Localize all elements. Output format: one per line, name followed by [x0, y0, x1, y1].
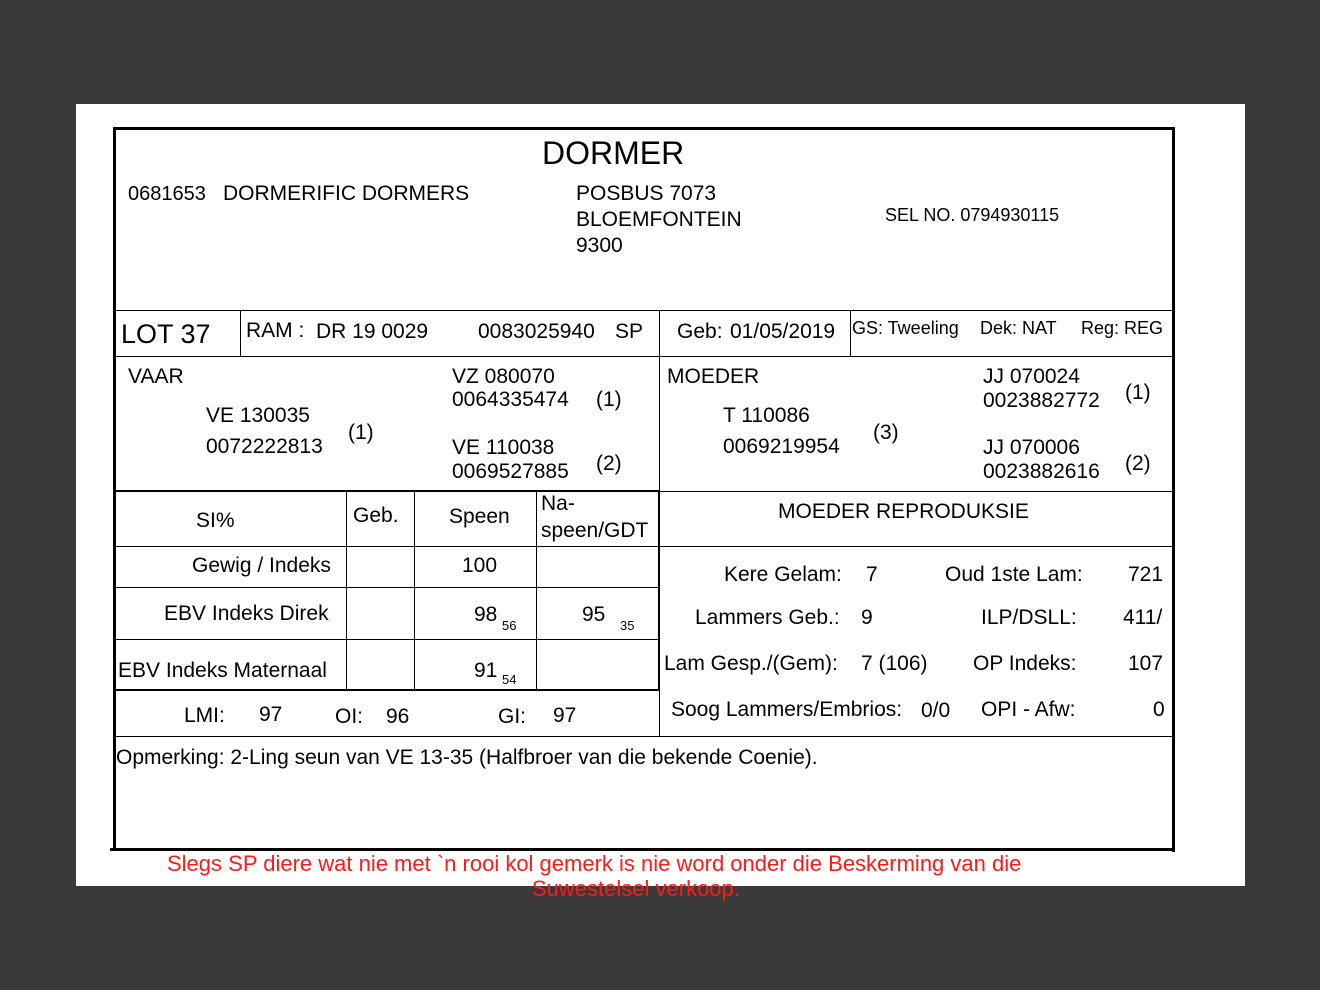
- vaar-reg: 0072222813: [206, 435, 323, 458]
- lot-divider: [240, 310, 241, 356]
- address-line-2: BLOEMFONTEIN: [576, 208, 742, 231]
- geb-date: 01/05/2019: [730, 320, 836, 343]
- ebv-direk-speen-sub: 56: [502, 618, 517, 633]
- lammers-value: 9: [861, 606, 873, 629]
- ilp-value: 411/: [1123, 606, 1163, 629]
- dek-value: Dek: NAT: [980, 318, 1057, 338]
- ebv-direk-na: 95: [582, 603, 606, 626]
- breed-title: DORMER: [542, 135, 685, 171]
- owner-name: DORMERIFIC DORMERS: [223, 182, 470, 205]
- ve-number: (2): [596, 452, 622, 475]
- owner-code: 0681653: [128, 183, 206, 205]
- vaar-number: (1): [348, 421, 374, 444]
- lot-number: LOT 37: [121, 319, 211, 349]
- ebv-maternaal-speen-sub: 54: [502, 672, 517, 687]
- soog-value: 0/0: [921, 699, 951, 722]
- vaar-id: VE 130035: [206, 404, 310, 427]
- gi-label: GI:: [498, 705, 527, 728]
- opi-value: 0: [1153, 698, 1165, 721]
- si-table-bottom: [116, 689, 660, 691]
- si-row-line-2: [116, 587, 658, 588]
- kere-label: Kere Gelam:: [724, 563, 842, 586]
- vz-number: (1): [596, 388, 622, 411]
- naspeen-header-2: speen/GDT: [541, 519, 649, 542]
- oi-label: OI:: [335, 705, 364, 728]
- frame-top: [113, 127, 1175, 130]
- moeder-number: (3): [873, 421, 899, 444]
- si-col-divider-1: [346, 492, 347, 689]
- lmi-value: 97: [259, 703, 283, 726]
- gewig-speen: 100: [462, 554, 498, 577]
- oud-label: Oud 1ste Lam:: [945, 563, 1083, 586]
- opi-label: OPI - Afw:: [981, 698, 1076, 721]
- lammers-label: Lammers Geb.:: [695, 606, 840, 629]
- reproduksie-title-line: [659, 546, 1172, 547]
- jj2-id: JJ 070006: [983, 436, 1080, 459]
- ve-id: VE 110038: [452, 436, 555, 459]
- ve-reg: 0069527885: [452, 460, 569, 483]
- lmi-label: LMI:: [184, 704, 225, 727]
- frame-left: [113, 127, 116, 849]
- pedigree-bottom-right: [659, 491, 1172, 492]
- moeder-id: T 110086: [723, 404, 810, 427]
- moeder-label: MOEDER: [667, 365, 760, 388]
- gs-value: GS: Tweeling: [852, 318, 959, 338]
- si-col-divider-2: [414, 492, 415, 689]
- ram-reg: 0083025940: [478, 320, 595, 343]
- oud-value: 721: [1128, 563, 1164, 586]
- pedigree-bottom-left: [116, 490, 660, 492]
- kere-value: 7: [866, 563, 878, 586]
- address-line-1: POSBUS 7073: [576, 182, 717, 205]
- catalogue-page: [76, 104, 1245, 901]
- postcode: 9300: [576, 234, 623, 257]
- jj1-reg: 0023882772: [983, 389, 1100, 412]
- ram-id: DR 19 0029: [316, 320, 429, 343]
- jj2-number: (2): [1125, 452, 1151, 475]
- reproduksie-left: [659, 490, 660, 736]
- ebv-maternaal-label: EBV Indeks Maternaal: [118, 659, 327, 682]
- sel-number: SEL NO. 0794930115: [885, 205, 1060, 225]
- op-label: OP Indeks:: [973, 652, 1077, 675]
- si-row-line-3: [116, 639, 658, 640]
- opmerking-text: Opmerking: 2-Ling seun van VE 13-35 (Halfbroer van die bekende Coenie).: [116, 746, 818, 769]
- ebv-direk-speen: 98: [474, 603, 498, 626]
- reg-value: Reg: REG: [1081, 318, 1164, 338]
- geb-header: Geb.: [353, 504, 399, 527]
- moeder-reg: 0069219954: [723, 435, 840, 458]
- ram-flag: SP: [615, 320, 644, 343]
- jj2-reg: 0023882616: [983, 460, 1100, 483]
- gs-divider: [850, 310, 851, 356]
- gewig-label: Gewig / Indeks: [192, 554, 331, 577]
- lot-row-bottom: [116, 356, 1172, 357]
- vz-id: VZ 080070: [452, 365, 555, 388]
- vaar-label: VAAR: [128, 365, 184, 388]
- jj1-number: (1): [1125, 381, 1151, 404]
- ebv-direk-label: EBV Indeks Direk: [164, 602, 329, 625]
- lot-row-top: [116, 310, 1172, 311]
- ilp-label: ILP/DSLL:: [981, 606, 1077, 629]
- pedigree-divider: [659, 356, 660, 491]
- geb-label: Geb:: [677, 320, 723, 343]
- gesp-value: 7 (106): [861, 652, 928, 675]
- si-header: SI%: [196, 509, 235, 532]
- frame-right: [1172, 127, 1175, 852]
- oi-value: 96: [386, 705, 410, 728]
- si-row-line-1: [116, 546, 658, 547]
- op-value: 107: [1128, 652, 1164, 675]
- gesp-label: Lam Gesp./(Gem):: [664, 652, 838, 675]
- jj1-id: JJ 070024: [983, 365, 1080, 388]
- ebv-direk-na-sub: 35: [620, 618, 635, 633]
- ram-label: RAM :: [246, 319, 305, 342]
- vz-reg: 0064335474: [452, 388, 569, 411]
- ebv-maternaal-speen: 91: [474, 659, 498, 682]
- gi-value: 97: [553, 704, 577, 727]
- speen-header: Speen: [449, 505, 510, 528]
- soog-label: Soog Lammers/Embrios:: [671, 698, 903, 721]
- naspeen-header-1: Na-: [541, 492, 575, 515]
- si-col-divider-3: [536, 492, 537, 689]
- footer-note-line-2: Suwestelsel verkoop.: [532, 876, 740, 901]
- reproduksie-title: MOEDER REPRODUKSIE: [778, 500, 1029, 523]
- geb-divider: [659, 310, 660, 356]
- lmi-row-bottom: [116, 736, 1172, 737]
- footer-note-line-1: Slegs SP diere wat nie met `n rooi kol gemerk is nie word onder die Beskerming van die: [167, 851, 1022, 876]
